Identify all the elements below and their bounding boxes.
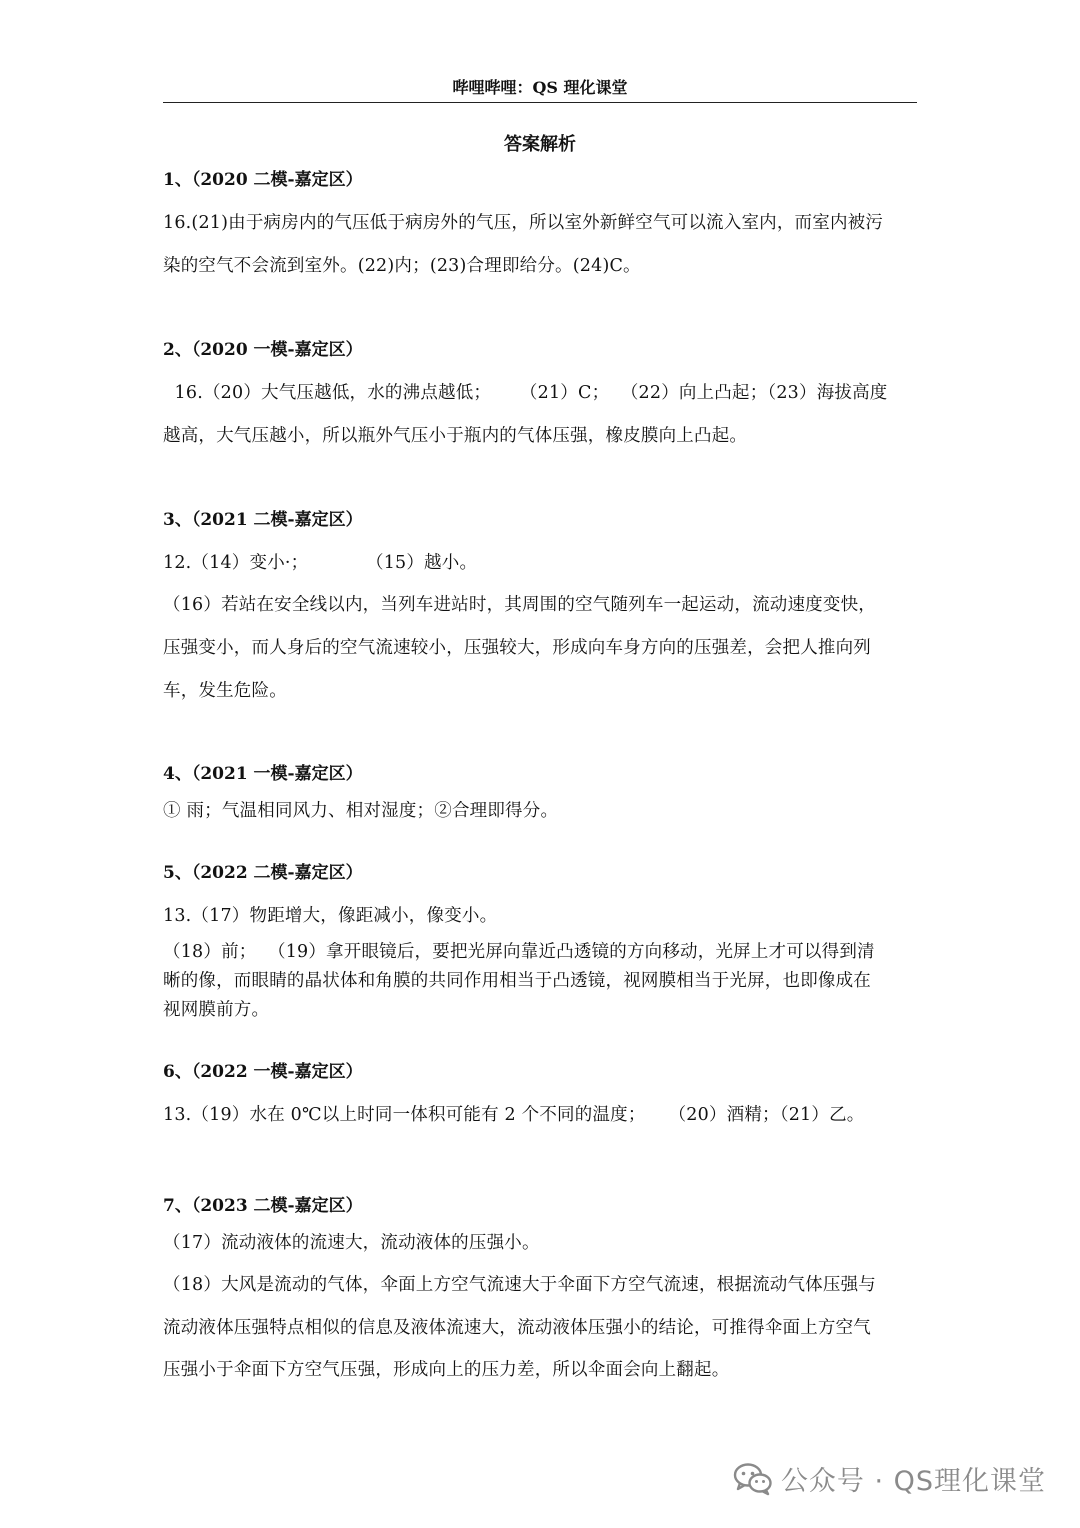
wechat-icon (733, 1462, 773, 1496)
section-3-line-4: 车，发生危险。 (163, 681, 287, 701)
section-5-heading: 5、（2022 二模-嘉定区） (163, 863, 363, 883)
section-1-line-1: 16.(21)由于病房内的气压低于病房外的气压，所以室外新鲜空气可以流入室内，而室内被污 (163, 213, 884, 233)
section-4-line-1: ① 雨；气温相同风力、相对湿度；②合理即得分。 (163, 801, 559, 821)
section-5-line-2: （18）前； （19）拿开眼镜后，要把光屏向靠近凸透镜的方向移动，光屏上才可以得到清 (163, 942, 875, 962)
section-3-line-2: （16）若站在安全线以内，当列车进站时，其周围的空气随列车一起运动，流动速度变快， (163, 595, 876, 615)
section-6-line-1: 13.（19）水在 0℃以上时同一体积可能有 2 个不同的温度； （20）酒精；（21）乙。 (163, 1105, 865, 1125)
section-4-heading: 4、（2021 一模-嘉定区） (163, 764, 363, 784)
section-5-line-1: 13.（17）物距增大，像距减小，像变小。 (163, 906, 498, 926)
section-5-line-3: 晰的像，而眼睛的晶状体和角膜的共同作用相当于凸透镜，视网膜相当于光屏，也即像成在 (163, 971, 871, 991)
watermark-text: 公众号 · QS理化课堂 (780, 1466, 1046, 1497)
wechat-watermark (733, 1459, 1046, 1498)
section-3-line-1: 12.（14）变小·； （15）越小。 (163, 553, 478, 573)
section-7-line-3: 流动液体压强特点相似的信息及液体流速大，流动液体压强小的结论，可推得伞面上方空气 (163, 1318, 871, 1338)
section-2-heading: 2、（2020 一模-嘉定区） (163, 340, 363, 360)
section-5-line-4: 视网膜前方。 (163, 1000, 270, 1020)
section-2-line-2: 越高，大气压越小，所以瓶外气压小于瓶内的气体压强，橡皮膜向上凸起。 (163, 426, 748, 446)
page-header: 哔哩哔哩：QS 理化课堂 (163, 76, 917, 103)
section-3-heading: 3、（2021 二模-嘉定区） (163, 510, 363, 530)
section-2-line-1: 16.（20）大气压越低，水的沸点越低； （21）C； （22）向上凸起；（23）海拔高度 (163, 383, 888, 403)
section-7-line-1: （17）流动液体的流速大，流动液体的压强小。 (163, 1233, 540, 1253)
page-title: 答案解析 (504, 134, 576, 155)
section-1-line-2: 染的空气不会流到室外。(22)内；(23)合理即给分。(24)C。 (163, 256, 641, 276)
section-6-heading: 6、（2022 一模-嘉定区） (163, 1062, 363, 1082)
section-7-heading: 7、（2023 二模-嘉定区） (163, 1196, 363, 1216)
section-3-line-3: 压强变小，而人身后的空气流速较小，压强较大，形成向车身方向的压强差，会把人推向列 (163, 638, 871, 658)
section-7-line-4: 压强小于伞面下方空气压强，形成向上的压力差，所以伞面会向上翻起。 (163, 1360, 730, 1380)
section-7-line-2: （18）大风是流动的气体，伞面上方空气流速大于伞面下方空气流速，根据流动气体压强与 (163, 1275, 876, 1295)
section-1-heading: 1、（2020 二模-嘉定区） (163, 170, 363, 190)
